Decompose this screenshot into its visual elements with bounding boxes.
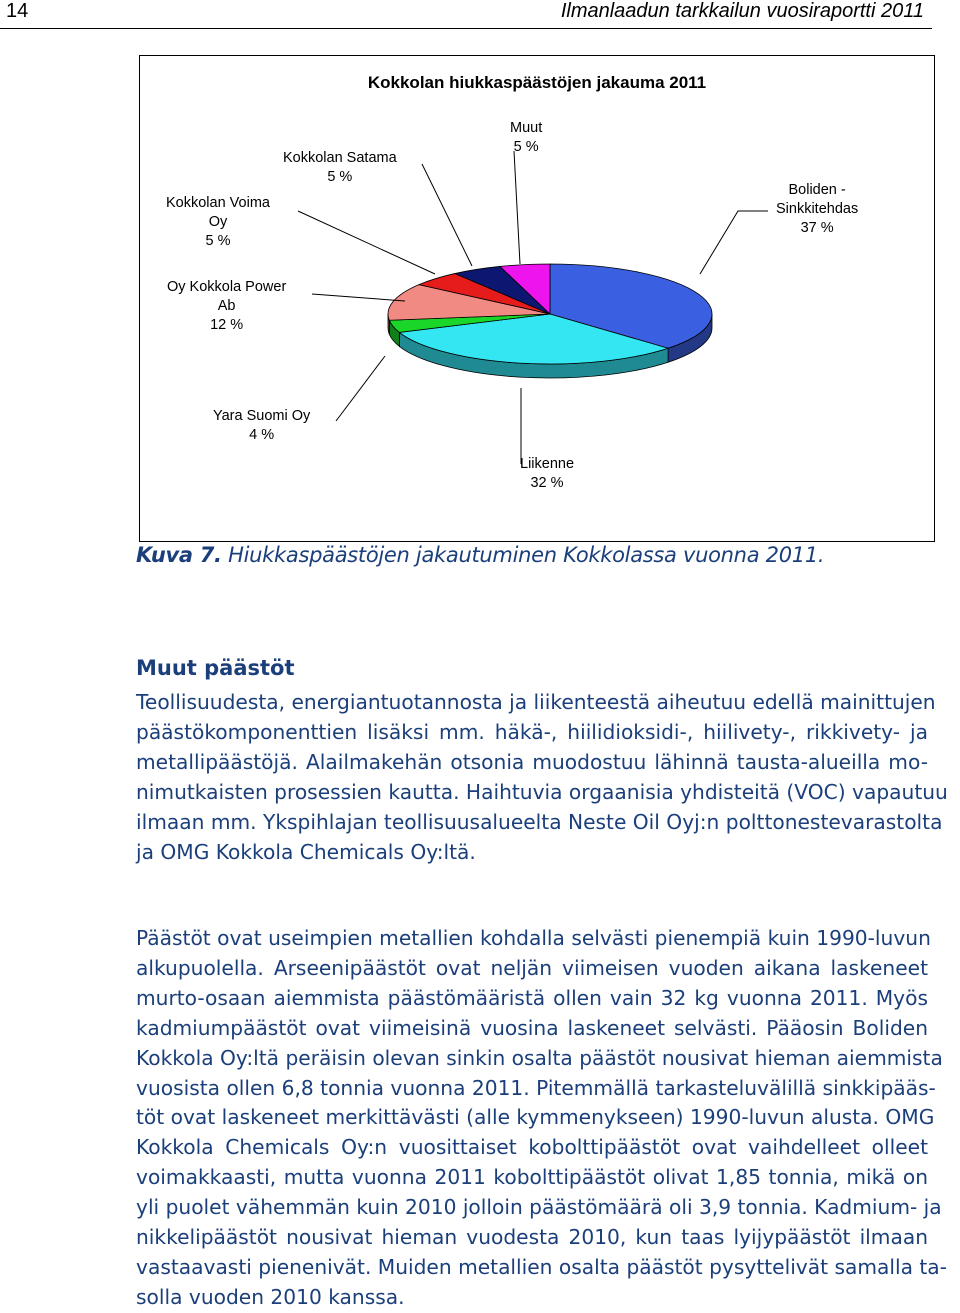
- chart-title: Kokkolan hiukkaspäästöjen jakauma 2011: [367, 73, 707, 92]
- text-line: töt ovat laskeneet merkittävästi (alle kymmenykseen) 1990-luvun alusta. OMG: [136, 1105, 935, 1130]
- label-boliden: Boliden - Sinkkitehdas 37 %: [776, 182, 859, 236]
- caption-text: Hiukkaspäästöjen jakautuminen Kokkolassa vuonna 2011.: [221, 543, 825, 567]
- text-line: vastaavasti pienenivät. Muiden metallien osalta päästöt pysyttelivät samalla ta-: [136, 1254, 947, 1279]
- running-title: Ilmanlaadun tarkkailun vuosiraportti 2011: [560, 0, 924, 22]
- text-line: nimutkaisten prosessien kautta. Haihtuvia orgaanisia yhdisteitä (VOC) vapautuu: [136, 779, 948, 804]
- figure-caption: [136, 543, 824, 567]
- pie-top: [388, 264, 712, 364]
- text-line: murto-osaan aiemmista päästömääristä ollen vain 32 kg vuonna 2011. Myös: [136, 985, 928, 1010]
- label-liikenne: Liikenne 32 %: [520, 456, 575, 491]
- header-rule: [0, 28, 932, 29]
- text-line: Kokkola Chemicals Oy:n vuosittaiset kobolttipäästöt ovat vaihdelleet olleet: [136, 1135, 928, 1160]
- section-heading: Muut päästöt: [136, 656, 295, 680]
- label-kokkola-power: Oy Kokkola Power Ab 12 %: [167, 279, 287, 333]
- leader-line-4: [298, 211, 435, 274]
- text-line: päästökomponenttien lisäksi mm. häkä-, hiilidioksidi-, hiilivety-, rikkivety- ja: [136, 719, 928, 744]
- text-line: Teollisuudesta, energiantuotannosta ja liikenteestä aiheutuu edellä mainittujen: [136, 690, 936, 714]
- paragraph-1: [136, 688, 948, 867]
- text-line: voimakkaasti, mutta vuonna 2011 kobolttipäästöt olivat 1,85 tonnia, mikä on: [136, 1165, 928, 1190]
- page-number: 14: [6, 0, 29, 22]
- text-line: solla vuoden 2010 kanssa.: [136, 1284, 405, 1309]
- paragraph-2: [136, 924, 947, 1313]
- leader-line-6: [514, 151, 520, 264]
- caption-label: Kuva 7.: [136, 543, 222, 567]
- text-line: yli puolet vähemmän kuin 2010 jolloin päästömäärä oli 3,9 tonnia. Kadmium- ja: [136, 1195, 942, 1220]
- label-kokkolan-satama: Kokkolan Satama 5 %: [283, 150, 397, 185]
- text-line: ilmaan mm. Ykspihlajan teollisuusalueelta Neste Oil Oyj:n polttonestevarastolta: [136, 809, 943, 834]
- text-line: metallipäästöjä. Alailmakehän otsonia muodostuu lähinnä tausta-alueilla mo-: [136, 749, 928, 774]
- leader-line-0: [700, 211, 768, 274]
- text-line: alkupuolella. Arseenipäästöt ovat neljän viimeisen vuoden aikana laskeneet: [136, 955, 928, 980]
- text-line: nikkelipäästöt nousivat hieman vuodesta 2010, kun taas lyijypäästöt ilmaan: [136, 1225, 928, 1250]
- label-muut: Muut 5 %: [510, 120, 543, 155]
- leader-line-3: [312, 294, 405, 301]
- text-line: ja OMG Kokkola Chemicals Oy:ltä.: [136, 839, 476, 864]
- text-line: Päästöt ovat useimpien metallien kohdalla selvästi pienempiä kuin 1990-luvun: [136, 926, 931, 950]
- label-kokkolan-voima: Kokkolan Voima Oy 5 %: [166, 195, 270, 249]
- text-line: Kokkola Oy:ltä peräisin olevan sinkin osalta päästöt nousivat hieman aiemmista: [136, 1045, 943, 1070]
- pie-chart-figure: [139, 55, 935, 542]
- leader-line-2: [336, 356, 385, 421]
- page-header: [0, 0, 960, 26]
- label-yara: Yara Suomi Oy 4 %: [213, 408, 311, 443]
- text-line: kadmiumpäästöt ovat viimeisinä vuosina laskeneet selvästi. Pääosin Boliden: [136, 1015, 928, 1040]
- leader-line-5: [422, 164, 472, 266]
- text-line: vuosista ollen 6,8 tonnia vuonna 2011. Pitemmällä tarkasteluvälillä sinkkipääs-: [136, 1075, 936, 1100]
